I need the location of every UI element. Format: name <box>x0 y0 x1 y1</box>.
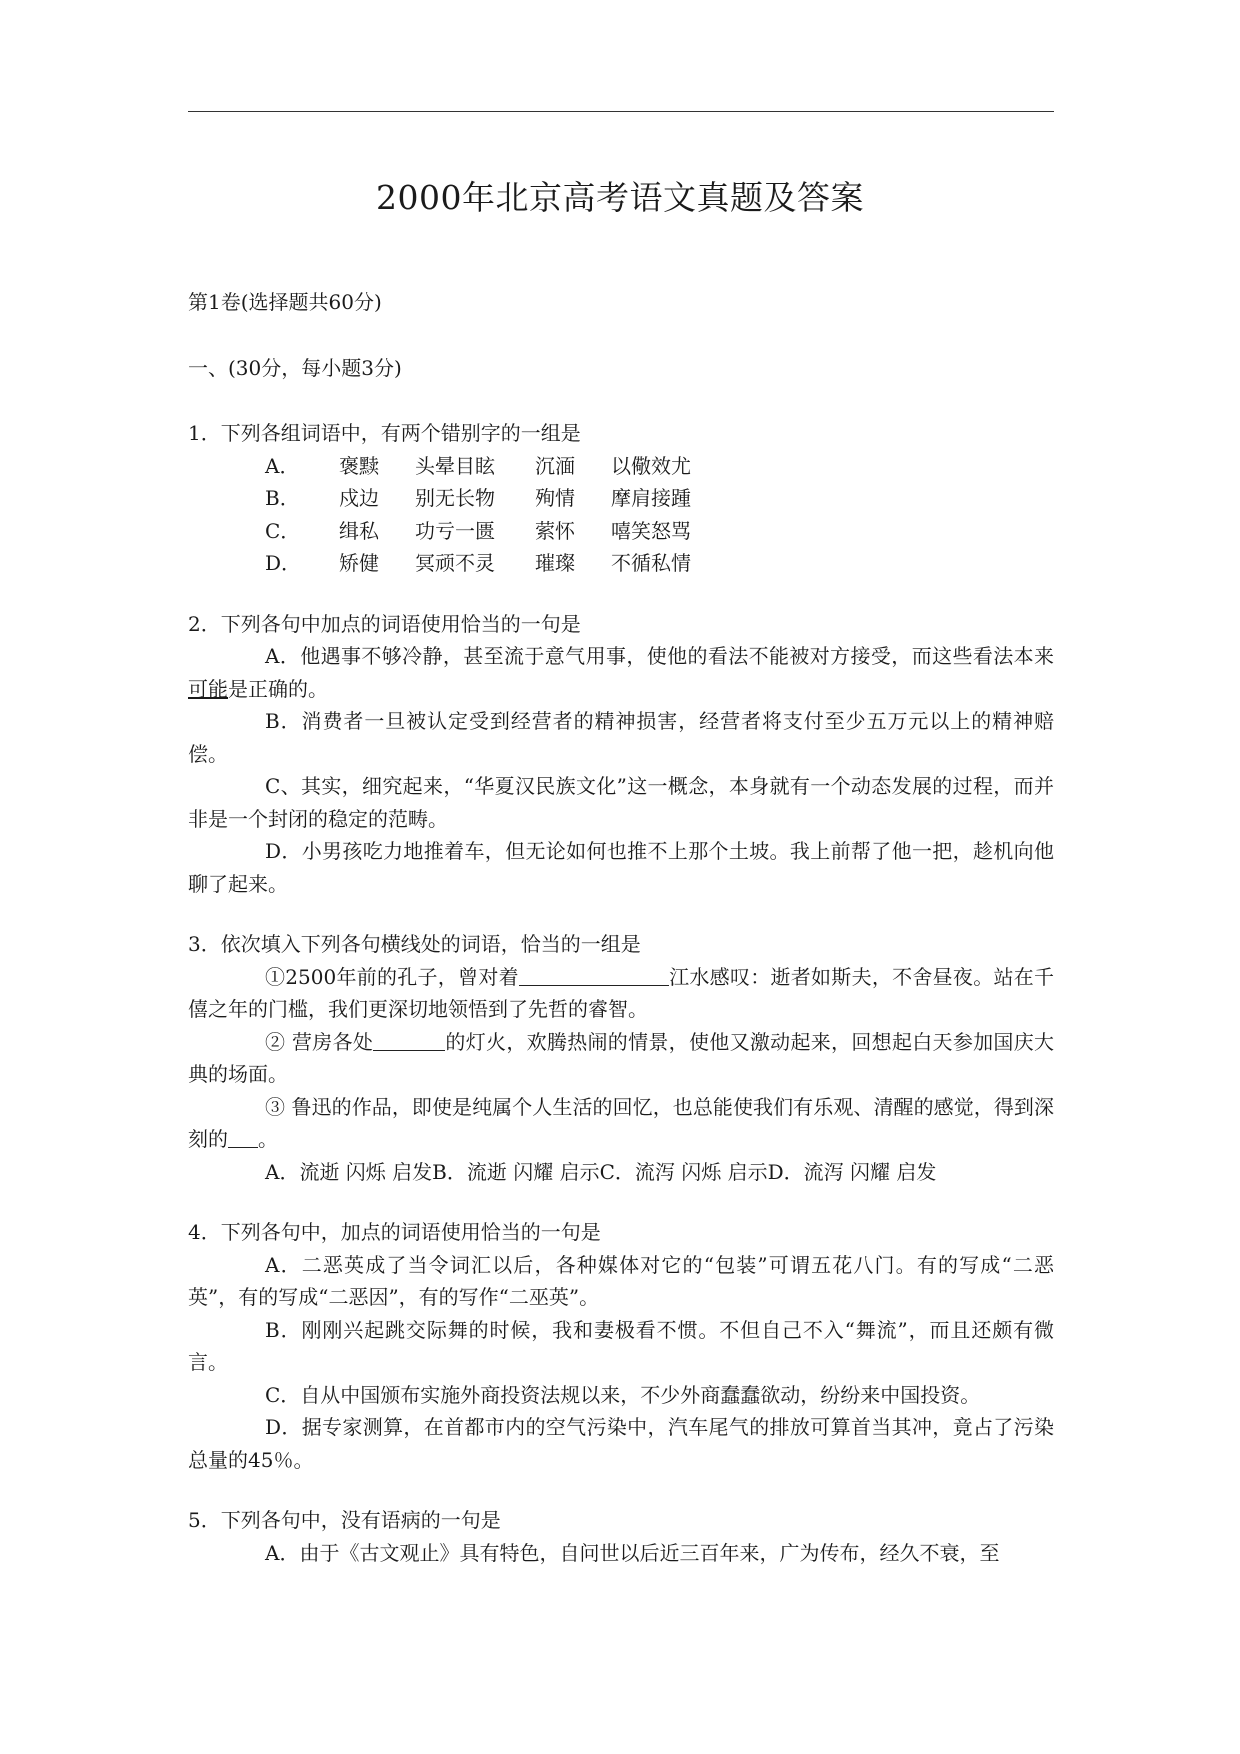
question-5-stem: 5．下列各句中，没有语病的一句是 <box>188 1508 501 1532</box>
question-3-sentence-3: ③ 鲁迅的作品，即使是纯属个人生活的回忆，也总能使我们有乐观、清醒的感觉，得到深刻的 。 <box>188 1094 1054 1151</box>
question-4-option-c: C．自从中国颁布实施外商投资法规以来，不少外商蠢蠢欲动，纷纷来中国投资。 <box>265 1382 981 1407</box>
header-rule <box>188 111 1054 112</box>
section-part: 一、(30分，每小题3分) <box>188 355 402 380</box>
question-5 <box>188 1504 1054 1569</box>
question-1-option-a: A． 褒黩 头晕目眩 沉湎 以儆效尤 <box>265 453 691 478</box>
question-3-options: A．流逝 闪烁 启发B．流逝 闪耀 启示C．流泻 闪烁 启示D．流泻 闪耀 启发 <box>265 1159 937 1184</box>
fill-blank-2 <box>373 1030 445 1051</box>
question-4-option-b: B．刚刚兴起跳交际舞的时候，我和妻极看不惯。不但自己不入“舞流”，而且还颇有微言。 <box>188 1317 1054 1374</box>
question-2-option-c: C、其实，细究起来，“华夏汉民族文化”这一概念，本身就有一个动态发展的过程，而并非是一个封闭的稳定的范畴。 <box>188 774 1054 831</box>
document-title: 2000年北京高考语文真题及答案 <box>376 178 864 217</box>
question-1-option-b: B． 戍边 别无长物 殉情 摩肩接踵 <box>265 486 691 510</box>
fill-blank-1 <box>519 965 669 986</box>
question-5-option-a: A．由于《古文观止》具有特色，自问世以后近三百年来，广为传布，经久不衰，至 <box>265 1540 1000 1565</box>
question-4-option-a: A．二恶英成了当令词汇以后，各种媒体对它的“包装”可谓五花八门。有的写成“二恶英”，有的写成“二恶因”，有的写作“二巫英”。 <box>188 1252 1054 1309</box>
question-3-sentence-2: ② 营房各处 的灯火，欢腾热闹的情景，使他又激动起来，回想起白天参加国庆大典的场面。 <box>188 1029 1055 1086</box>
question-1-option-c: C． 缉私 功亏一匮 萦怀 嘻笑怒骂 <box>265 518 691 543</box>
question-3-sentence-1: ①2500年前的孔子，曾对着 江水感叹：逝者如斯夫，不舍昼夜。站在千僖之年的门槛，我们更深切地领悟到了先哲的睿智。 <box>188 964 1055 1021</box>
question-4 <box>188 1216 1054 1476</box>
question-2 <box>188 608 1054 901</box>
question-4-stem: 4．下列各句中，加点的词语使用恰当的一句是 <box>188 1220 601 1244</box>
question-1-option-d: D． 矫健 冥顽不灵 璀璨 不循私情 <box>265 551 691 575</box>
marked-word: 可能 <box>188 676 228 701</box>
section-volume: 第1卷(选择题共60分) <box>188 290 382 314</box>
fill-blank-3 <box>228 1127 258 1148</box>
question-2-option-a: A．他遇事不够冷静，甚至流于意气用事，使他的看法不能被对方接受，而这些看法本来可能是正确的。 <box>188 644 1054 701</box>
question-2-option-b: B．消费者一旦被认定受到经营者的精神损害，经营者将支付至少五万元以上的精神赔偿。 <box>188 709 1054 766</box>
question-2-stem: 2．下列各句中加点的词语使用恰当的一句是 <box>188 611 581 636</box>
question-4-option-d: D．据专家测算，在首都市内的空气污染中，汽车尾气的排放可算首当其冲，竟占了污染总量的45％。 <box>188 1415 1054 1472</box>
document-body <box>188 286 1054 1569</box>
question-1-stem: 1．下列各组词语中，有两个错别字的一组是 <box>188 421 581 445</box>
question-3-stem: 3．依次填入下列各句横线处的词语，恰当的一组是 <box>188 932 641 956</box>
question-2-option-d: D．小男孩吃力地推着车，但无论如何也推不上那个土坡。我上前帮了他一把，趁机向他聊了起来。 <box>188 839 1054 896</box>
question-1 <box>188 417 1054 580</box>
question-3 <box>188 928 1054 1188</box>
